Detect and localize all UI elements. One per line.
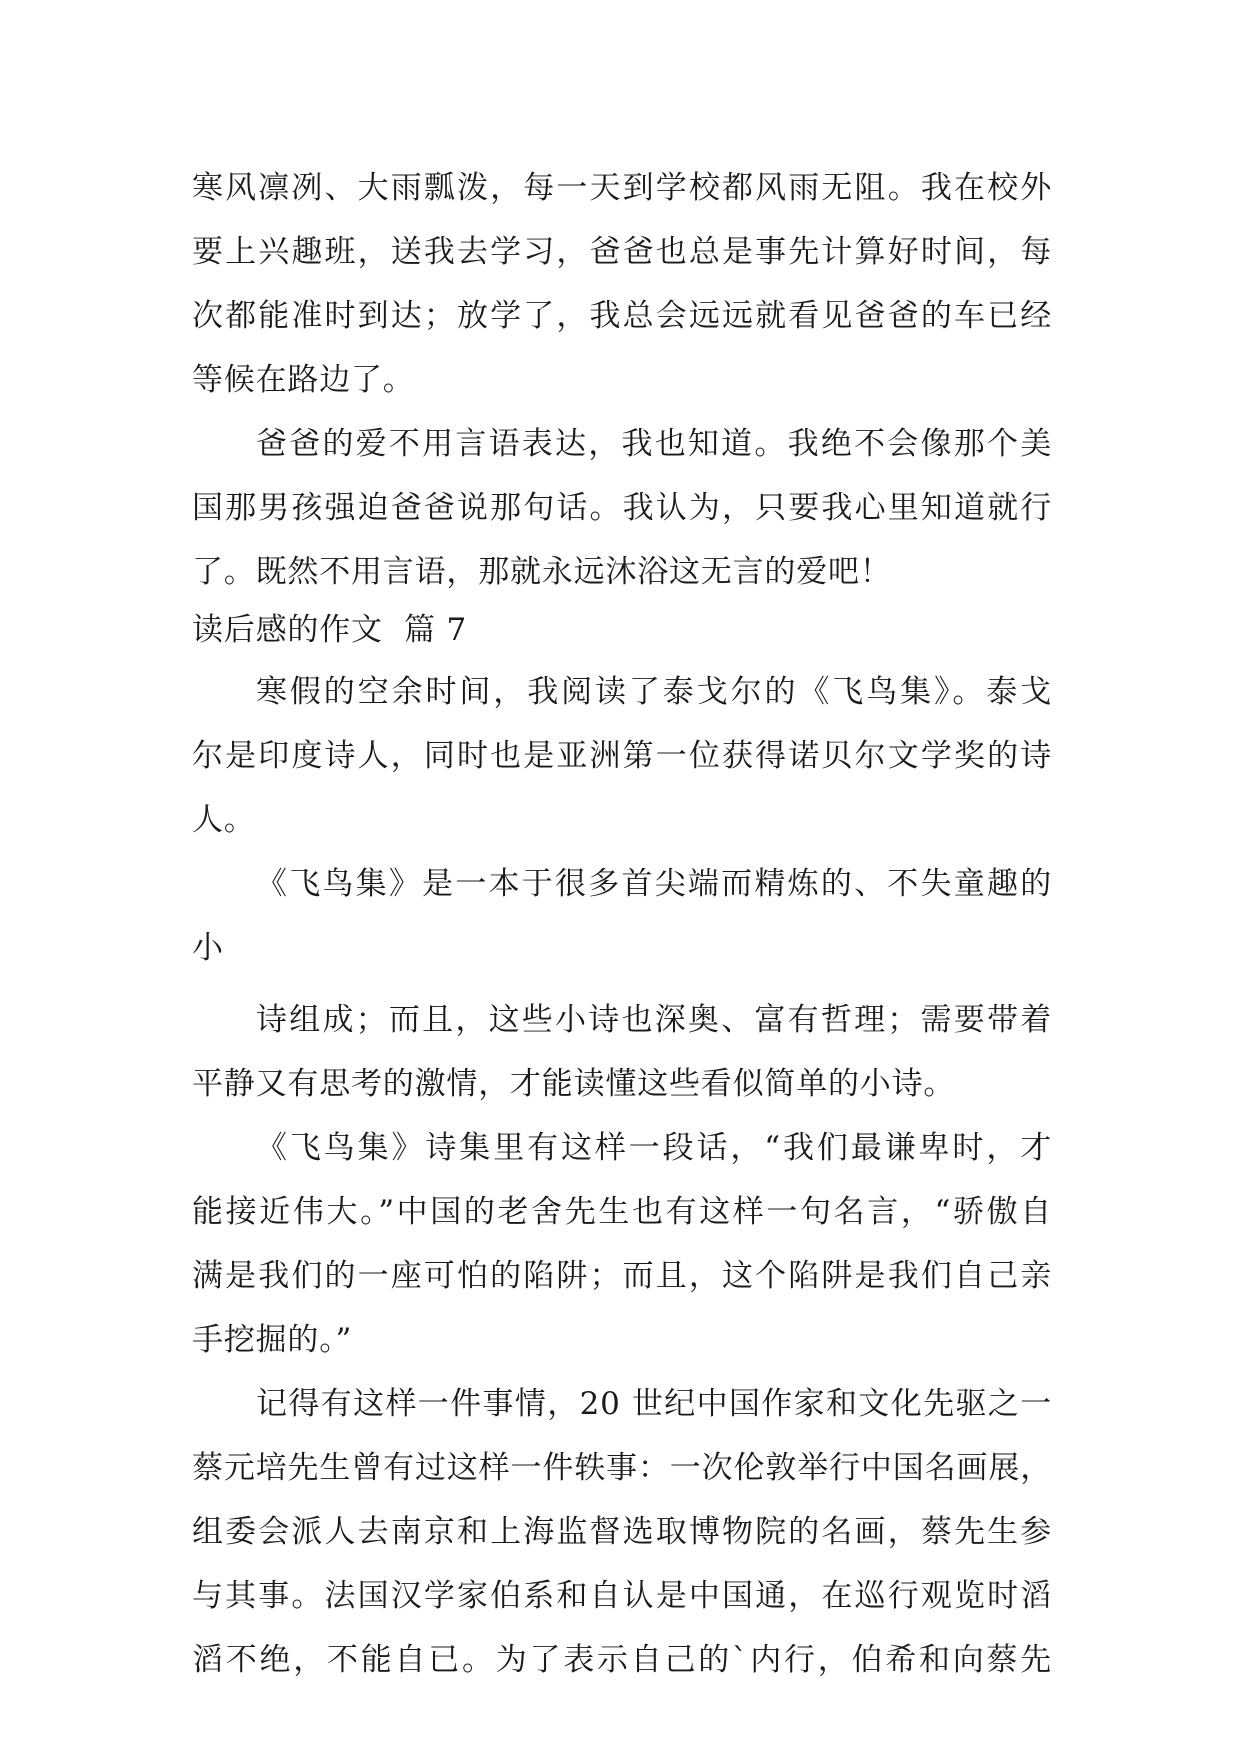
text-line: 人。: [192, 802, 256, 838]
paragraph-first-line: 诗组成；而且，这些小诗也深奥、富有哲理；需要带着: [256, 1002, 1052, 1038]
text-line: 蔡元培先生曾有过这样一件轶事：一次伦敦举行中国名画展，: [192, 1450, 1052, 1486]
text-line: 等候在路边了。: [192, 362, 415, 398]
text-line: 能接近伟大。”中国的老舍先生也有这样一句名言，“骄傲自: [192, 1194, 1052, 1230]
paragraph-first-line: 《飞鸟集》诗集里有这样一段话，“我们最谦卑时，才: [256, 1130, 1052, 1166]
text-line: 次都能准时到达；放学了，我总会远远就看见爸爸的车已经: [192, 298, 1052, 334]
text-line: 尔是印度诗人，同时也是亚洲第一位获得诺贝尔文学奖的诗: [192, 738, 1052, 774]
paragraph-first-line: 记得有这样一件事情，20 世纪中国作家和文化先驱之一: [256, 1386, 1052, 1422]
text-line: 平静又有思考的激情，才能读懂这些看似简单的小诗。: [192, 1066, 956, 1102]
paragraph-first-line: 爸爸的爱不用言语表达，我也知道。我绝不会像那个美: [256, 426, 1052, 462]
text-line: 滔不绝，不能自已。为了表示自己的`内行，伯希和向蔡先: [192, 1642, 1052, 1678]
paragraph-first-line: 寒假的空余时间，我阅读了泰戈尔的《飞鸟集》。泰戈: [256, 674, 1052, 710]
paragraph-first-line: 《飞鸟集》是一本于很多首尖端而精炼的、不失童趣的: [256, 866, 1052, 902]
text-line: 与其事。法国汉学家伯系和自认是中国通，在巡行观览时滔: [192, 1578, 1052, 1614]
text-line: 满是我们的一座可怕的陷阱；而且，这个陷阱是我们自己亲: [192, 1258, 1052, 1294]
text-line: 寒风凛冽、大雨瓢泼，每一天到学校都风雨无阻。我在校外: [192, 170, 1052, 206]
text-line: 了。既然不用言语，那就永远沐浴这无言的爱吧！: [192, 554, 892, 590]
text-line: 要上兴趣班，送我去学习，爸爸也总是事先计算好时间，每: [192, 234, 1052, 270]
text-line: 组委会派人去南京和上海监督选取博物院的名画，蔡先生参: [192, 1514, 1052, 1550]
text-line: 国那男孩强迫爸爸说那句话。我认为，只要我心里知道就行: [192, 490, 1052, 526]
text-line: 手挖掘的。”: [192, 1322, 353, 1358]
section-heading: 读后感的作文 篇 7: [192, 612, 468, 648]
text-line: 小: [192, 930, 224, 966]
